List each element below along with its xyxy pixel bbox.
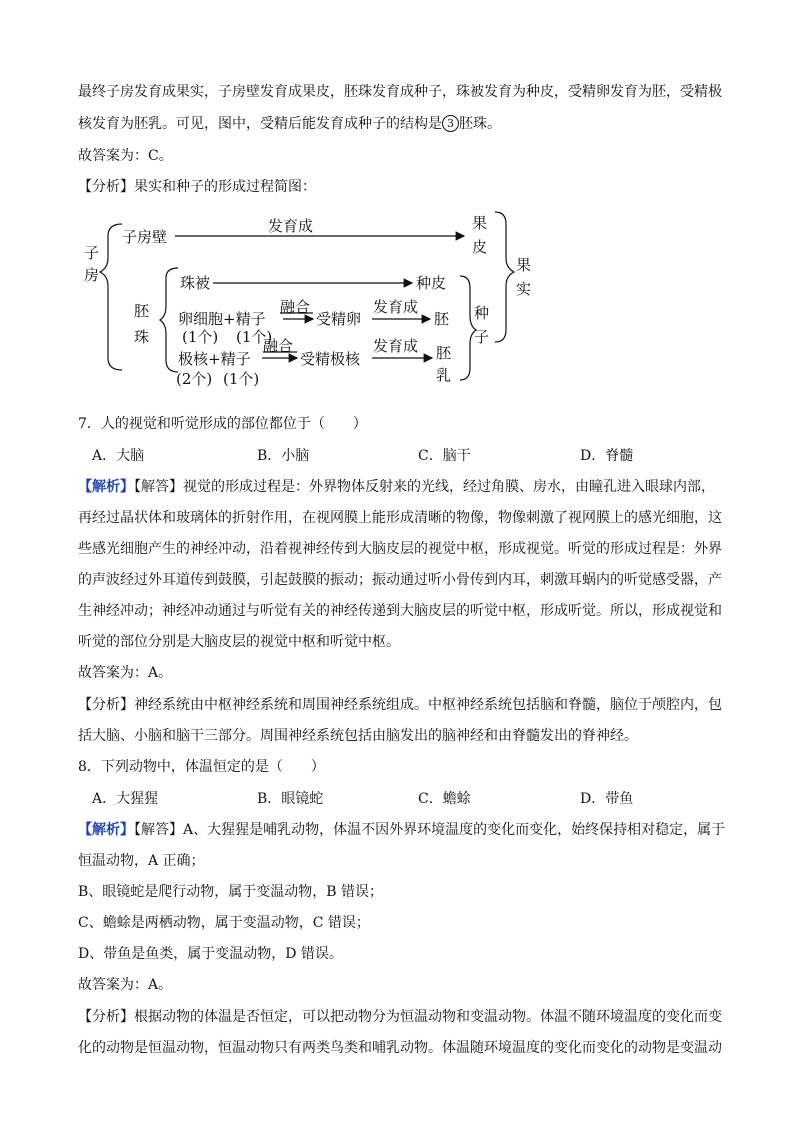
q7-explain-5: 生神经冲动；神经冲动通过与听觉有关的神经传递到大脑皮层的听觉中枢，形成听觉。所以，形成视觉和: [78, 603, 722, 619]
q7-explain-1: [78, 478, 715, 496]
label-count-d: (1个): [223, 370, 260, 388]
label-ronghe-2: 融合: [263, 337, 294, 355]
label-jihe: 极核+精子: [178, 350, 251, 368]
q8-explain-5: D、带鱼是鱼类，属于变温动物，D 错误。: [78, 946, 343, 962]
label-zifang-2: 房: [84, 266, 100, 284]
q8-option-c: C．蟾蜍: [418, 791, 471, 807]
label-guoshi-1: 果: [516, 256, 532, 274]
q7-explain-6: 听觉的部位分别是大脑皮层的视觉中枢和听觉中枢。: [78, 634, 400, 650]
label-fayucheng-3: 发育成: [373, 337, 419, 355]
label-count-c: (2个): [176, 370, 213, 388]
q7-analysis-1: 【分析】神经系统由中枢神经系统和周围神经系统组成。中枢神经系统包括脑和脊髓，脑位于颅腔内，包: [78, 697, 722, 713]
label-shoujingjihe: 受精极核: [300, 350, 361, 368]
q8-jiexi-tag: 【解析】: [78, 822, 134, 838]
q7-answer: 故答案为：A。: [78, 665, 173, 681]
q7-option-b: B．小脑: [257, 448, 310, 464]
label-zifang-1: 子: [84, 244, 100, 262]
q8-option-b: B．眼镜蛇: [257, 791, 324, 807]
q8-option-a: A．大猩猩: [92, 791, 159, 807]
q7-jiexi-tag: 【解析】: [78, 479, 134, 495]
q7-explain-3: 些感光细胞产生的神经冲动，沿着视神经传到大脑皮层的视觉中枢，形成视觉。听觉的形成过程是：外界: [78, 541, 722, 557]
label-zhongpi: 种皮: [416, 274, 447, 292]
label-zifangbi: 子房壁: [122, 228, 168, 246]
label-ronghe-1: 融合: [280, 298, 311, 316]
q7-option-d: D．脊髓: [580, 448, 634, 464]
q8-option-d: D．带鱼: [580, 791, 634, 807]
label-zhongzi-1: 种: [474, 304, 490, 322]
q8-explain-2: 恒温动物，A 正确；: [78, 853, 205, 869]
q8-explain-3: B、眼镜蛇是爬行动物，属于变温动物，B 错误；: [78, 884, 384, 900]
para-line-2-text: 核发育为胚乳。可见，图中，受精后能发育成种子的结构是: [78, 116, 442, 132]
q8-explain-1: [78, 821, 725, 839]
label-pei: 胚: [434, 310, 450, 328]
label-guoshi-2: 实: [516, 280, 532, 298]
q7-explain-4: 的声波经过外耳道传到鼓膜，引起鼓膜的振动；振动通过听小骨传到内耳，刺激耳蜗内的听觉感受器，产: [78, 572, 722, 588]
q7-option-c: C．脑干: [418, 448, 471, 464]
label-peizhu-2: 珠: [134, 328, 150, 346]
label-guopi-1: 果: [472, 214, 488, 232]
q7-analysis-2: 括大脑、小脑和脑干三部分。周围神经系统包括由脑发出的脑神经和由脊髓发出的脊神经。: [78, 728, 638, 744]
q8-answer: 故答案为：A。: [78, 977, 173, 993]
q8-explain-1-text: 【解答】A、大猩猩是哺乳动物，体温不因外界环境温度的变化而变化，始终保持相对稳定，属于: [134, 822, 726, 838]
label-shoujingluan: 受精卵: [316, 310, 362, 328]
label-zhongzi-2: 子: [474, 328, 490, 346]
circled-number: 3: [442, 115, 459, 132]
q7-question: 7．人的视觉和听觉形成的部位都位于（ ）: [78, 416, 367, 432]
label-fayucheng-1: 发育成: [268, 217, 314, 235]
para-line-2-tail: 胚珠。: [459, 116, 501, 132]
para-line-2: [78, 115, 501, 133]
q8-analysis-1: 【分析】根据动物的体温是否恒定，可以把动物分为恒温动物和变温动物。体温不随环境温度的变化而变: [78, 1009, 722, 1025]
label-count-a: (1个): [182, 328, 219, 346]
label-guopi-2: 皮: [472, 238, 488, 256]
q7-option-a: A．大脑: [92, 448, 145, 464]
para-line-1: 最终子房发育成果实，子房壁发育成果皮，胚珠发育成种子，珠被发育为种皮，受精卵发育为胚，受精极: [78, 84, 722, 100]
q8-analysis-2: 化的动物是恒温动物，恒温动物只有两类鸟类和哺乳动物。体温随环境温度的变化而变化的动物是变温动: [78, 1040, 722, 1056]
label-peiru-1: 胚: [436, 344, 452, 362]
q8-explain-4: C、蟾蜍是两栖动物，属于变温动物，C 错误；: [78, 915, 370, 931]
label-peizhu-1: 胚: [134, 302, 150, 320]
label-peiru-2: 乳: [436, 366, 452, 384]
label-zhubei: 珠被: [180, 274, 211, 292]
answer-q6: 故答案为：C。: [78, 148, 173, 164]
q7-explain-2: 再经过晶状体和玻璃体的折射作用，在视网膜上能形成清晰的物像，物像刺激了视网膜上的感光细胞，这: [78, 510, 722, 526]
label-fayucheng-2: 发育成: [373, 298, 419, 316]
q8-question: 8．下列动物中，体温恒定的是（ ）: [78, 759, 325, 775]
analysis-heading: 【分析】果实和种子的形成过程简图：: [78, 179, 316, 195]
label-count-b: (1个): [236, 328, 273, 346]
label-luanxibao: 卵细胞+精子: [178, 310, 266, 328]
q7-explain-1-text: 【解答】视觉的形成过程是：外界物体反射来的光线，经过角膜、房水，由瞳孔进入眼球内部，: [134, 479, 715, 495]
